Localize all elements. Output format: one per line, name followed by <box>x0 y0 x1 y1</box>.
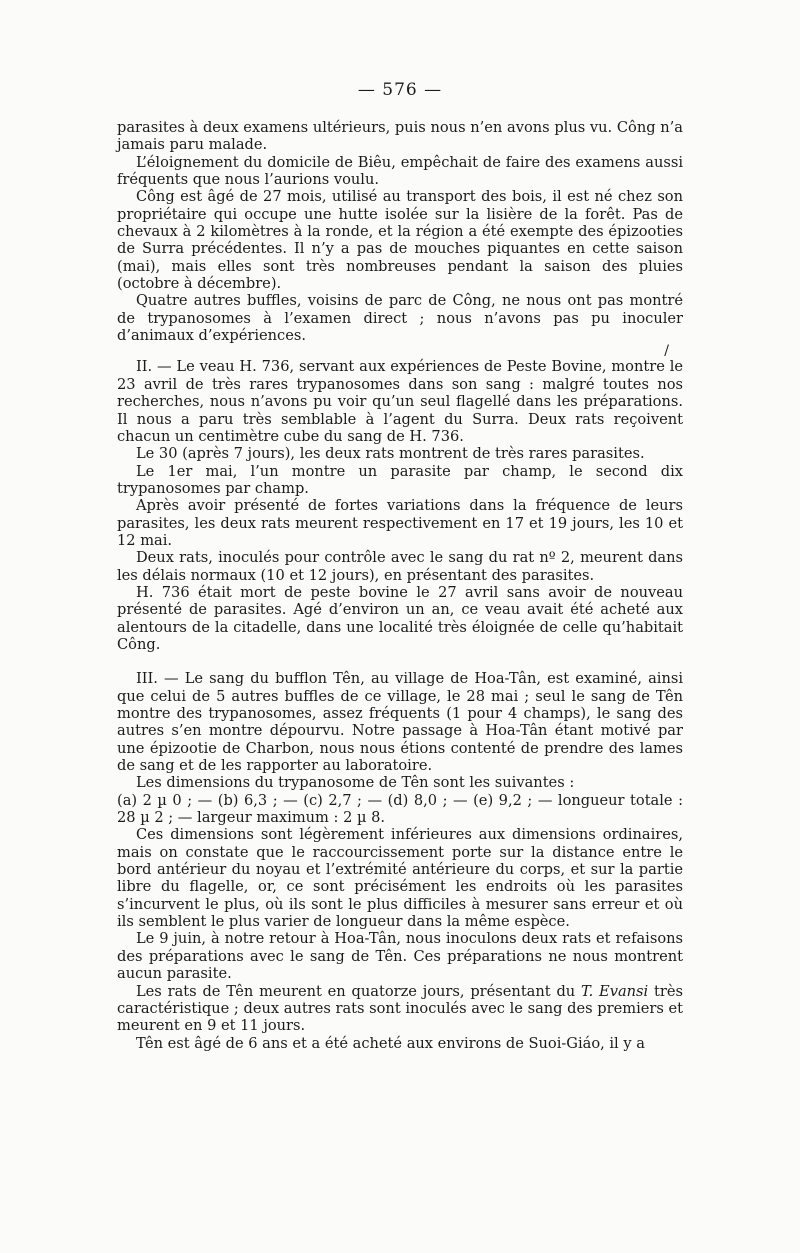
paragraph: Le 9 juin, à notre retour à Hoa-Tân, nous inoculons deux rats et refaisons des préparations avec le sang de Tên. Ces préparations ne nous montrent aucun parasite. <box>117 930 683 983</box>
page-number: — 576 — <box>357 80 443 100</box>
paragraph: Ces dimensions sont légèrement inférieures aux dimensions ordinaires, mais on constate que le raccourcissement porte sur la distance entre le bord antérieur du noyau et l’extrémité antérieure du corps, et sur la partie libre du flagelle, or, ce sont précisément les endroits où les parasites s’incurvent le plus, où ils sont le plus difficiles à mesurer sans erreur et où ils semblent le plus varier de longueur dans la même espèce. <box>117 826 683 931</box>
paragraph: Le 30 (après 7 jours), les deux rats montrent de très rares parasites. <box>135 445 645 463</box>
paragraph: Les dimensions du trypanosome de Tên sont les suivantes : <box>135 774 575 792</box>
section-gap <box>117 653 683 670</box>
paragraph: Le 1er mai, l’un montre un parasite par champ, le second dix trypanosomes par champ. <box>117 462 683 497</box>
paragraph-text: Les rats de Tên meurent en quatorze jours, présentant du <box>135 982 582 1000</box>
paragraph: Deux rats, inoculés pour contrôle avec le sang du rat nº 2, meurent dans les délais normaux (10 et 12 jours), en présentant des parasites. <box>117 549 683 584</box>
body-text <box>117 119 683 1052</box>
paragraph: Après avoir présenté de fortes variations dans la fréquence de leurs parasites, les deux rats meurent respectivement en 17 et 19 jours, les 10 et 12 mai. <box>117 497 683 549</box>
measurements-line: (a) 2 µ 0 ; — (b) 6,3 ; — (c) 2,7 ; — (d) 8,0 ; — (e) 9,2 ; — longueur totale : 28 µ 2 ; — largeur maximum : 2 µ 8. <box>117 791 683 827</box>
paragraph: parasites à deux examens ultérieurs, puis nous n’en avons plus vu. Công n’a jamais paru malade. <box>117 119 683 154</box>
paragraph: Quatre autres buffles, voisins de parc de Công, ne nous ont pas montré de trypanosomes à l’examen direct ; nous n’avons pas pu inoculer d’animaux d’expériences. <box>117 292 683 345</box>
species-name: T. Evansi <box>581 982 649 1000</box>
paragraph: Công est âgé de 27 mois, utilisé au transport des bois, il est né chez son propriétaire qui occupe une hutte isolée sur la lisière de la forêt. Pas de chevaux à 2 kilomètres à la ronde, et la région a été exempte des épizooties de Surra précédentes. Il n’y a pas de mouches piquantes en cette saison (mai), mais elles sont très nombreuses pendant la saison des pluies (octobre à décembre). <box>117 188 683 293</box>
paragraph: L’éloignement du domicile de Biêu, empêchait de faire des examens aussi fréquents que nous l’aurions voulu. <box>117 153 683 189</box>
paragraph: Tên est âgé de 6 ans et a été acheté aux environs de Suoi-Giáo, il y a <box>135 1034 645 1052</box>
section-iii-paragraph: III. — Le sang du bufflon Tên, au village de Hoa-Tân, est examiné, ainsi que celui de 5 autres buffles de ce village, le 28 mai ; seul le sang de Tên montre des trypanosomes, assez fréquents (1 pour 4 champs), le sang des autres s’en montre dépourvu. Notre passage à Hoa-Tân étant motivé par une épizootie de Charbon, nous nous étions contenté de prendre des lames de sang et de les rapporter au laboratoire. <box>117 670 683 775</box>
margin-mark: / <box>664 343 669 360</box>
paragraph-text: très caractéristique ; deux autres rats sont inoculés avec le sang des premiers et meurent en 9 et 11 jours. <box>117 982 683 1035</box>
paragraph <box>117 983 683 1035</box>
section-ii-paragraph: II. — Le veau H. 736, servant aux expériences de Peste Bovine, montre le 23 avril de très rares trypanosomes dans son sang : malgré toutes nos recherches, nous n’avons pu voir qu’un seul flagellé dans les préparations. Il nous a paru très semblable à l’agent du Surra. Deux rats reçoivent chacun un centimètre cube du sang de H. 736. <box>117 358 683 445</box>
paragraph: H. 736 était mort de peste bovine le 27 avril sans avoir de nouveau présenté de parasites. Agé d’environ un an, ce veau avait été acheté aux alentours de la citadelle, dans une localité très éloignée de celle qu’habitait Công. <box>117 583 683 653</box>
